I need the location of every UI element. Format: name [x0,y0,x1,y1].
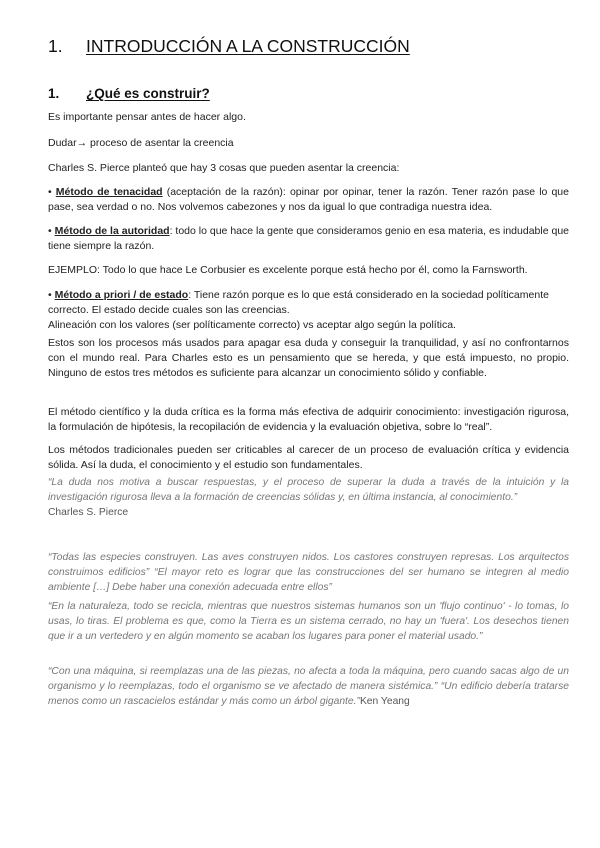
bullet-glyph: • [48,186,52,198]
paragraph-metodo-cientifico: El método científico y la duda crítica es la forma más efectiva de adquirir conocimiento: investigación rigurosa, la formulación de hipótesis, la recopilación de evidencia y la evaluación objetiva, sobre lo “real”. [48,406,569,434]
paragraph-intro: Es importante pensar antes de hacer algo. [48,111,246,123]
quote-author: Ken Yeang [359,696,410,708]
bullet-glyph: • [48,225,52,237]
section-heading [48,36,568,57]
quote-text: “Con una máquina, si reemplazas una de las piezas, no afecta a toda la máquina, pero cuando sacas algo de un organismo y lo reemplazas, todo el organismo se ve afectado de manera sistémica.” “Un edificio debería tratarse menos como un rascacielos estándar y más como un árbol gigante.” [48,666,569,708]
paragraph-procesos: Estos son los procesos más usados para apagar esa duda y conseguir la tranquilidad, y así no confrontarnos con el mundo real. Para Charles esto es un pensamiento que se hereda, y que está impuesto, no propio. Ninguno de estos tres métodos es suficiente para alcanzar un conocimiento sólido y confiable. [48,337,569,380]
section-number: 1. [48,36,63,56]
bullet-text-continued: Alineación con los valores (ser políticamente correcto) vs aceptar algo según la política. [48,319,456,332]
quote-naturaleza: “En la naturaleza, todo se recicla, mientras que nuestros sistemas humanos son un 'flujo continuo' - lo tomas, lo usas, lo tiras. El problema es que, como la Tierra es un sistema cerrado, no hay un 'fuera'. Los desechos tienen que ir a un vertedero y en algún momento se acaban los lugares para poner el material usado.” [48,601,569,643]
quote-author: Charles S. Pierce [48,507,129,519]
section-title: INTRODUCCIÓN A LA CONSTRUCCIÓN [86,36,410,56]
bullet-glyph: • [48,289,52,301]
bullet-label: Método de la autoridad [54,225,170,237]
bullet-autoridad [48,224,569,254]
subsection-number: 1. [48,86,60,101]
quote-text: “La duda nos motiva a buscar respuestas, y el proceso de superar la duda a través de la intuición y la investigación rigurosa lleva a la formación de creencias sólidas y, en última instancia, al conocimiento.” [48,477,569,504]
paragraph-example: EJEMPLO: Todo lo que hace Le Corbusier es excelente porque está hecho por él, como la Farnsworth. [48,264,528,276]
bullet-label: Método a priori / de estado [54,289,189,301]
subsection-title: ¿Qué es construir? [86,86,210,101]
bullet-tenacidad [48,185,569,215]
paragraph-pierce: Charles S. Pierce planteó que hay 3 cosas que pueden asentar la creencia: [48,162,400,174]
bullet-text: : todo lo que hace la gente que consideramos genio en esa materia, es indudable que tiene siempre la razón. [48,225,569,253]
bullet-a-priori [48,288,569,334]
quote-pierce [48,475,569,521]
quote-especies: “Todas las especies construyen. Las aves construyen nidos. Los castores construyen represas. Los arquitectos construimos edificios” “El mayor reto es lograr que las construcciones del ser humano se integren al medio ambiente […] Debe haber una conexión adecuada entre ellos” [48,552,569,594]
quote-maquina [48,664,569,710]
bullet-label: Método de tenacidad [55,186,163,198]
paragraph-metodos-tradicionales: Los métodos tradicionales pueden ser criticables al carecer de un proceso de evaluación crítica y evidencia sólida. Así la duda, el conocimiento y el estudio son fundamentales. [48,444,569,472]
bullet-text: : Tiene razón porque es lo que está considerado en la sociedad políticamente correcto. El estado decide cuales son las creencias. [48,289,549,317]
subsection-heading [48,86,568,101]
paragraph-dudar: Dudar→ proceso de asentar la creencia [48,137,234,149]
bullet-text: (aceptación de la razón): opinar por opinar, tener la razón. Tener razón pase lo que pase, sea verdad o no. Nos volvemos cabezones y nos da igual lo que contradiga nuestra idea. [48,186,569,214]
